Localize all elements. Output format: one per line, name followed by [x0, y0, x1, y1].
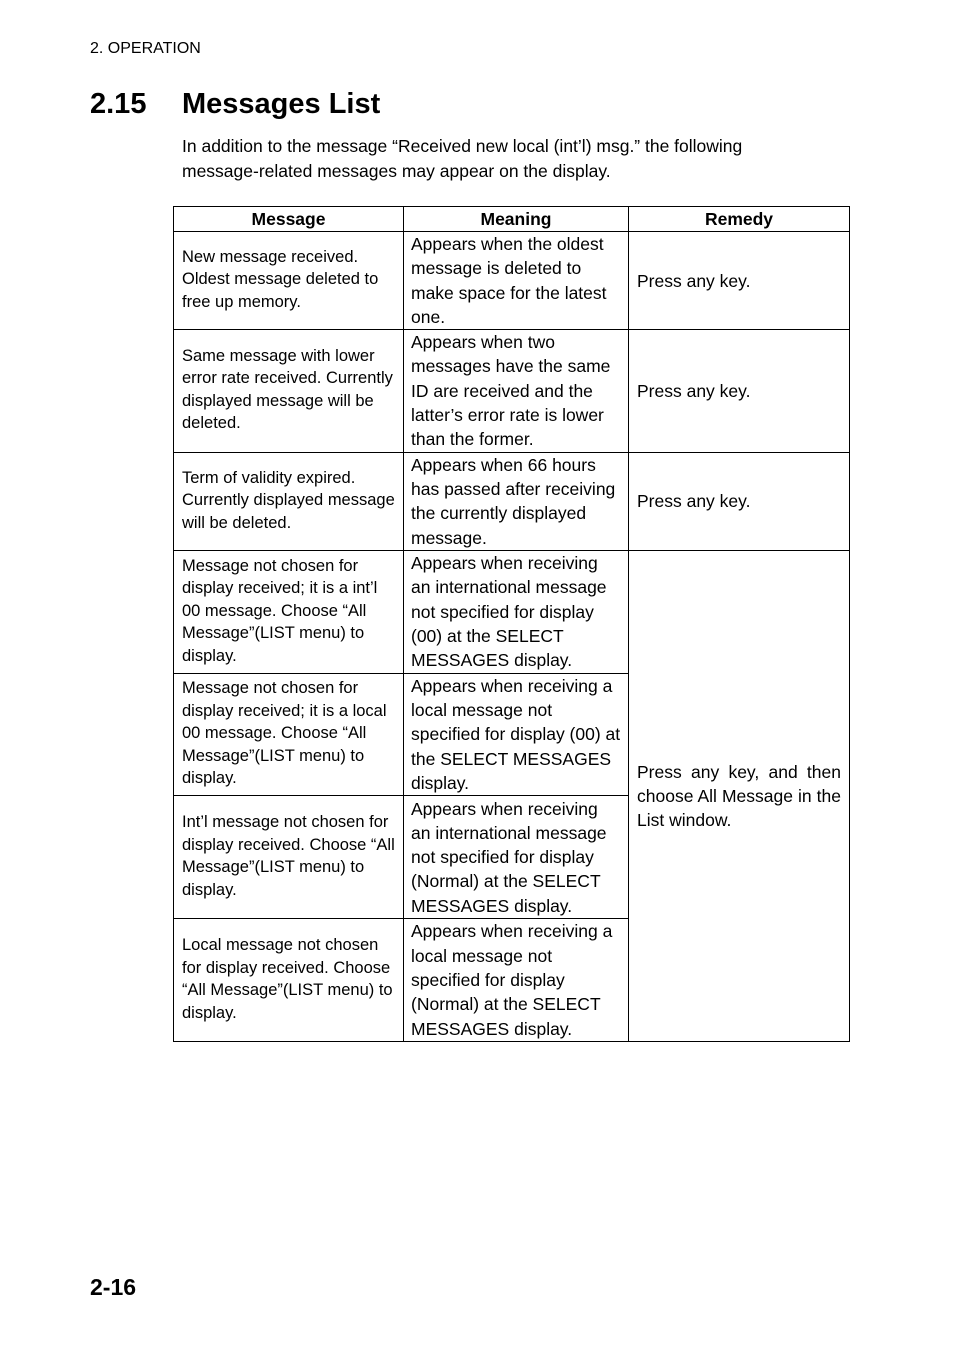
table-row: [174, 330, 850, 452]
section-number: 2.15: [90, 88, 147, 120]
message-cell: Message not chosen for display received; it is a local 00 message. Choose “All Message”(LIST menu) to display.: [174, 673, 404, 795]
message-cell: Message not chosen for display received; it is a int’l 00 message. Choose “All Message”(LIST menu) to display.: [174, 550, 404, 673]
remedy-cell: Press any key.: [629, 452, 850, 550]
remedy-cell-merged: Press any key, and then choose All Message in the List window.: [629, 550, 850, 1041]
message-cell: Term of validity expired. Currently displayed message will be deleted.: [174, 452, 404, 550]
table-row: [174, 452, 850, 550]
message-cell: New message received. Oldest message deleted to free up memory.: [174, 232, 404, 330]
message-cell: Same message with lower error rate received. Currently displayed message will be deleted.: [174, 330, 404, 452]
remedy-cell: Press any key.: [629, 330, 850, 452]
meaning-cell: Appears when the oldest message is deleted to make space for the latest one.: [404, 232, 629, 330]
column-header-meaning: Meaning: [404, 207, 629, 232]
meaning-cell: Appears when receiving a local message not specified for display (00) at the SELECT MESSAGES display.: [404, 673, 629, 795]
message-cell: Int’l message not chosen for display received. Choose “All Message”(LIST menu) to display.: [174, 796, 404, 919]
intro-paragraph: In addition to the message “Received new local (int’l) msg.” the following message-related messages may appear on the display.: [182, 136, 743, 181]
message-cell: Local message not chosen for display received. Choose “All Message”(LIST menu) to display.: [174, 919, 404, 1041]
meaning-cell: Appears when receiving an international message not specified for display (Normal) at the SELECT MESSAGES display.: [404, 796, 629, 919]
messages-table: [173, 206, 850, 1042]
meaning-cell: Appears when 66 hours has passed after receiving the currently displayed message.: [404, 452, 629, 550]
table-header-row: [174, 207, 850, 232]
table-row: [174, 232, 850, 330]
section-title-text: Messages List: [182, 88, 381, 120]
running-head: 2. OPERATION: [90, 40, 201, 57]
page-number: 2-16: [90, 1274, 137, 1300]
column-header-remedy: Remedy: [629, 207, 850, 232]
remedy-cell: Press any key.: [629, 232, 850, 330]
section-title: [90, 88, 380, 121]
meaning-cell: Appears when two messages have the same ID are received and the latter’s error rate is lower than the former.: [404, 330, 629, 452]
table-row: [174, 550, 850, 673]
column-header-message: Message: [174, 207, 404, 232]
meaning-cell: Appears when receiving a local message not specified for display (Normal) at the SELECT MESSAGES display.: [404, 919, 629, 1041]
meaning-cell: Appears when receiving an international message not specified for display (00) at the SELECT MESSAGES display.: [404, 550, 629, 673]
